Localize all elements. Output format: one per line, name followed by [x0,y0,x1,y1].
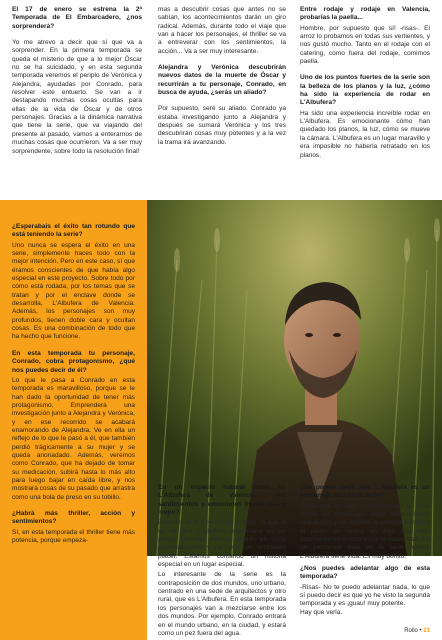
answer-7: Sí, en esta temporada el thriller tiene más potencia, porque empeza- [12,528,135,545]
page-number: 21 [423,628,430,634]
column-3-top [300,6,430,168]
answer-9: Claro que sí, hay momentos en la serie donde los personajes están desarrollando una acción y de repente la cámara cambia y el plano se centra en algo que está ocurriendo en directo entre la naturaleza. Es un personaje más en la serie porque L'Albufera tiene vida. Es muy bonito. [300,502,430,560]
answer-8b: Lo interesante de la serie es la contraposición de dos mundos, uno urbano, centrado en una sede de arquitectos y otro rural, que es L'Albufera. En esta temporada los personajes van a mezclarse entre los dos mundos. Por ejemplo, Conrado entrará en el mundo urbano, en la ciudad, y estará como un pez fuera del agua. [158,571,286,637]
answer-2: Por supuesto, seré su aliado. Conrado ya estaba investigando junto a Alejandra y después se sumará Verónica y los tres descubrirán cosas muy potentes y a la vez la trama irá avanzando. [158,105,286,146]
answer-6: Lo que le pasa a Conrado en esta temporada es maravilloso, porque se le han dado la oportunidad de tener más protagonismo. Emprenderá una investigación junto a Alejandra y Verónica, y en ese recorrido se acabará enamorando de Alejandra. Ve en ella un reflejo de lo que le pasó a él, que también perdió trágicamente a su mujer y se queda anonadado. Además, veremos como Conrado, que ha dejado de tomar su medicación, subirá hasta lo más alto para luego bajar en caída libre, y nos mostrará cosas de su pasado que arrastra como una bola de preso en su tobillo. [12,376,136,501]
answer-4: Ha sido una experiencia increíble rodar en L'Albufera. Es emocionante cómo han quedado los planos, la luz, cómo se mueve la cámara. L'Albufera es un lugar maravillo y era imposible no haberla retratado en los planos. [300,109,430,159]
answer-1: Yo me atrevo a decir que sí que va a sorprender. En la primera temporada se queda el misterio de que a lo mejor Óscar no se ha suicidado, y en esta segunda temporada veremos el periplo de Verónica y Alejandra, ayudadas por Conrado, para resolver este entuerto. Se van a ir destapando muchas cosas ocultas para ellas de la vida de Óscar y de otros personajes. Gracias a la dinámica narrativa que tiene la serie, que va viajando del presente al pasado, vamos a enterarnos de muchas cosas que ocurrieron. Va a ser muy sorprendente, sobre todo la resolución final! [12,39,142,155]
answer-8: Pues no sé si fluyen más y mejor, lo que sí se es que L'Albufera valenciana es un paraje increíble. Hemos rodado en sitios espectaculares y ha sido un verdadero placer. Estamos contando un historia especial en un lugar especial. [158,519,286,569]
question-8: En un espacio natural como es L'Albufera de Valencia, ¿los sentimientos y emociones fluyen más y mejor? [158,484,286,517]
answer-5: Uno nunca se espera el éxito en una serie, simplemente haces todo con la mejor intención. Pero en este caso, sí que éramos conscientes de que había algo especial en este proyecto. Sobre todo por cómo está rodada, por los temas que se tratan y por el enclave donde se desarrolla, L'Albufera de Valencia. Además, los personajes son muy profundos, tienen doble cara y ocultan cosas. Es una combinación de todo que ha hecho que funcione. [12,241,135,341]
answer-10: -Risas- No te puedo adelantar nada, lo que sí puedo decir es que yo he visto la segunda temporada y es ¡guau! muy potente. [300,583,430,608]
answer-3: Hombre, por supuesto que sí! -risas-. El arroz lo probamos en todas sus vertientes, y nos gustó mucho. Tanto en el rodaje con el catering, como fuera del rodaje, comimos paella. [300,24,430,66]
answer-0: mas a descubrir cosas que antes no se sabían, los acontecimientos darán un giro radical. Además, durante todo el viaje que van a hacer los personajes, el thriller se va a entreverar con los sentimientos, la acción... Va a ser muy interesante. [158,6,286,55]
question-7: ¿Habrá más thriller, acción y sentimientos? [12,510,135,526]
question-4: Uno de los puntos fuertes de la serie son la belleza de los planos y la luz, ¿cómo ha sido la experiencia de rodar en L'Albufera? [300,74,430,107]
column-3-bottom [300,484,430,625]
question-2: Alejandra y Verónica descubrirán nuevos datos de la muerte de Óscar y recurrirán a tu personaje, Conrado, en busca de ayuda, ¿serás un aliado? [158,64,286,97]
question-9: ¿Se podría decir que L'Albufera es un personaje más en la serie? [300,484,430,500]
question-3: Entre rodaje y rodaje en Valencia, probarías la paella... [300,6,430,22]
column-2-top [158,6,286,155]
column-1-orange [0,200,147,640]
answer-10b: Hay que verla. [300,608,343,616]
question-10: ¿Nos puedes adelantar algo de esta temporada? [300,565,430,581]
question-6: En esta temporada tu personaje, Conrado, cobra protagonismo, ¿qué nos puedes decir de él? [12,349,135,374]
footer-label: Rollo • [404,628,422,634]
column-1-top [12,6,142,164]
page-footer [404,628,430,634]
question-1: El 17 de enero se estrena la 2ª Temporada de El Embarcadero, ¿nos sorprenderá? [12,6,142,30]
question-5: ¿Esperabais el éxito tan rotundo que está teniendo la serie? [12,223,135,239]
column-2-bottom [158,484,286,640]
